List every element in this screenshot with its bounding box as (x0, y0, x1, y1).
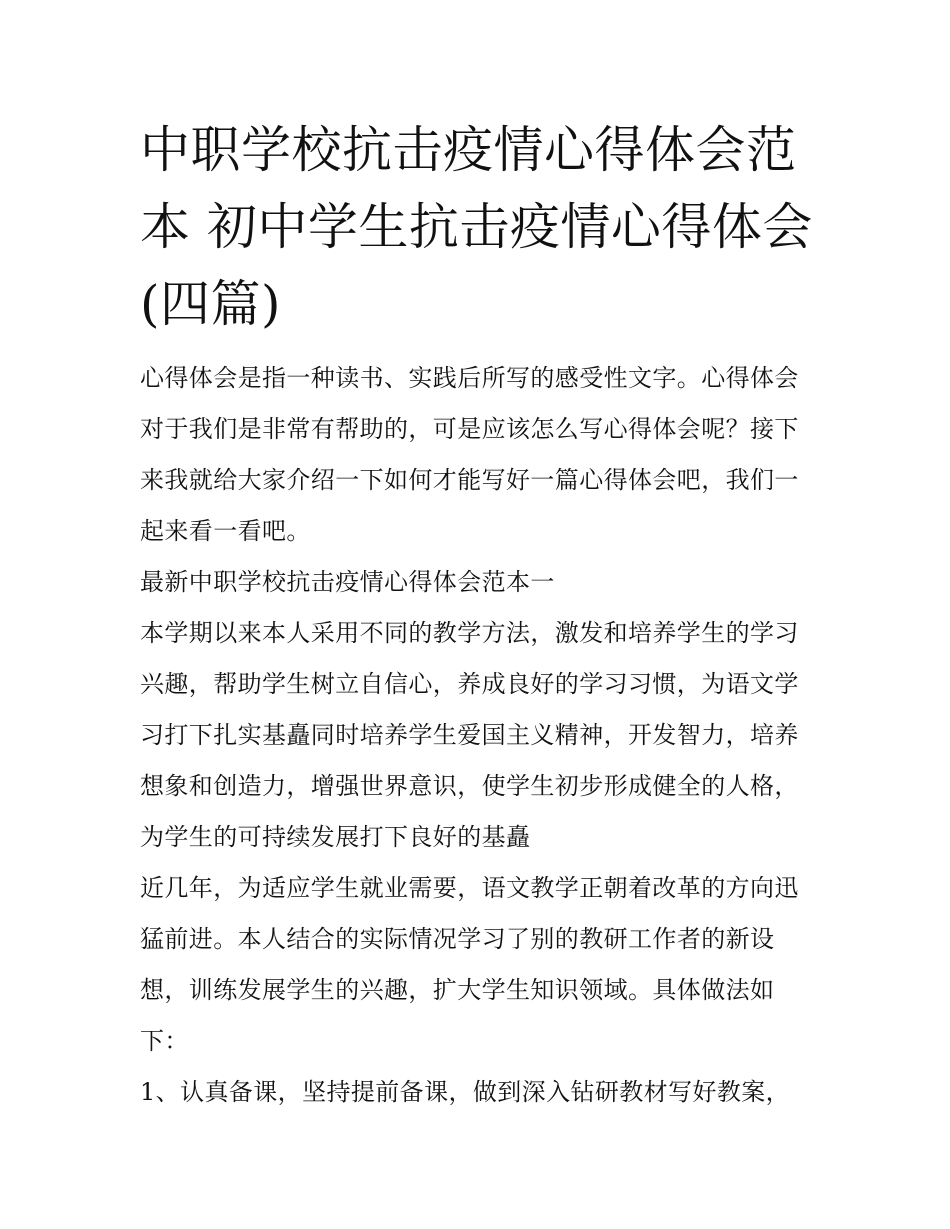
body-paragraph: 近几年，为适应学生就业需要，语文教学正朝着改革的方向迅猛前进。本人结合的实际情况学习了别的教研工作者的新设想，训练发展学生的兴趣，扩大学生知识领域。具体做法如下： (140, 874, 799, 1055)
document-title: 中职学校抗击疫情心得体会范本 初中学生抗击疫情心得体会(四篇) (140, 121, 813, 333)
body-paragraph: 本学期以来本人采用不同的教学方法，激发和培养学生的学习兴趣，帮助学生树立自信心，养成良好的学习习惯，为语文学习打下扎实基矗同时培养学生爱国主义精神，开发智力，培养想象和创造力，增强世界意识，使学生初步形成健全的人格，为学生的可持续发展打下良好的基矗 (140, 619, 799, 851)
document-body (140, 353, 820, 1118)
section-heading: 最新中职学校抗击疫情心得体会范本一 (140, 568, 555, 596)
intro-paragraph: 心得体会是指一种读书、实践后所写的感受性文字。心得体会对于我们是非常有帮助的，可是应该怎么写心得体会呢？接下来我就给大家介绍一下如何才能写好一篇心得体会吧，我们一起来看一看吧。 (140, 364, 799, 545)
list-item: 1、认真备课，坚持提前备课，做到深入钻研教材写好教案， (140, 1078, 791, 1106)
